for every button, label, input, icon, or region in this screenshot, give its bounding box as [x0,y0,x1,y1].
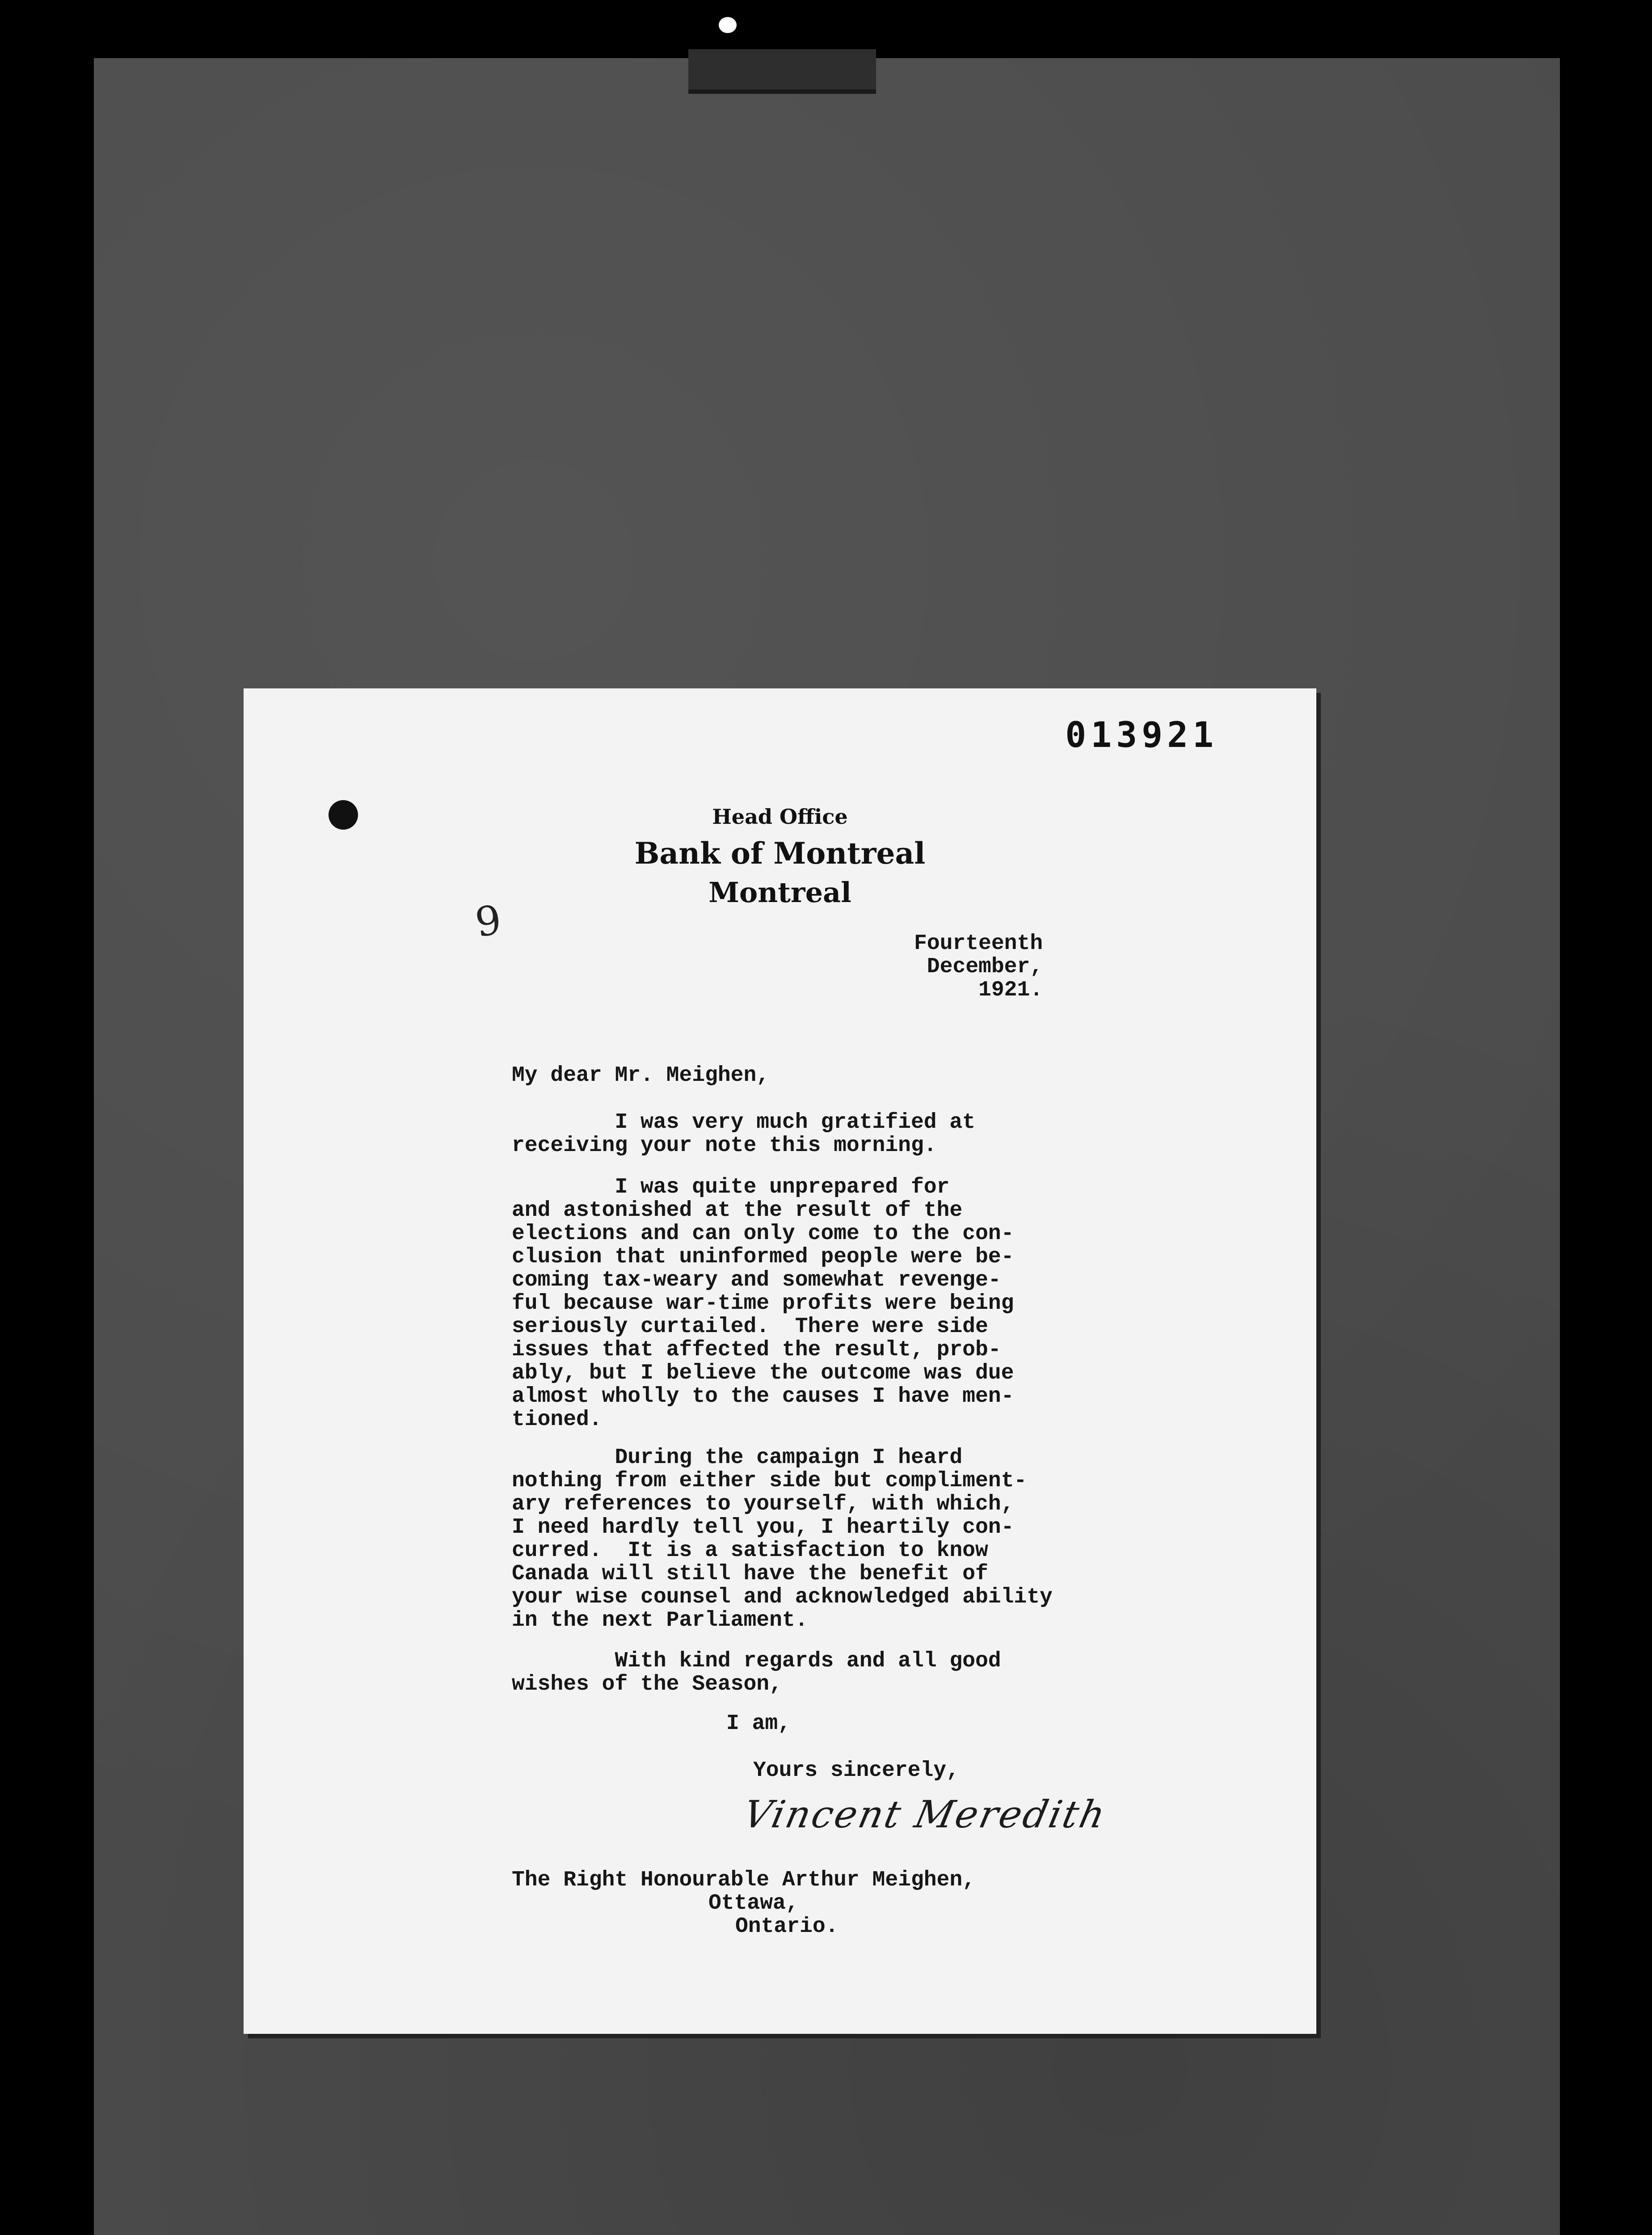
letterhead-office: Head Office [712,805,848,829]
board-hanger [688,49,876,94]
salutation: My dear Mr. Meighen, [512,1063,770,1088]
paragraph-4: With kind regards and all good wishes of the Season, [512,1649,1001,1696]
letterhead-bank: Bank of Montreal [634,836,926,871]
top-mark [719,17,737,33]
letterhead-city: Montreal [708,876,851,909]
address-line-3: Ontario. [735,1915,839,1939]
letter-date: Fourteenth December, 1921. [914,932,1043,1002]
address-line-2: Ottawa, [708,1891,799,1915]
paragraph-3: During the campaign I heard nothing from either side but compliment- ary references to yourself, with which, I need hardly tell you, I heartily con- curred. It is a satisfaction to know Canada will still have the benefit of your wise counsel and acknowledged ability in the next Parliament. [512,1446,1053,1632]
margin-mark: 9 [472,896,505,947]
address-line-1: The Right Honourable Arthur Meighen, [512,1868,975,1892]
closing-yours-sincerely: Yours sincerely, [753,1758,959,1783]
closing-i-am: I am, [726,1712,791,1736]
reference-number: 013921 [1065,715,1218,755]
paragraph-1: I was very much gratified at receiving your note this morning. [512,1110,975,1158]
paragraph-2: I was quite unprepared for and astonished at the result of the elections and can only come to the con- clusion that uninformed people were be- coming tax-weary and somewhat revenge- ful because war-time profits were being seriously curtailed. There were side issues that affected the result, prob- ably, but I believe the outcome was due almost wholly to the causes I have men- tioned. [512,1175,1014,1432]
letter-sheet [244,688,1316,2034]
handwritten-signature: Vincent Meredith [739,1792,1111,1836]
